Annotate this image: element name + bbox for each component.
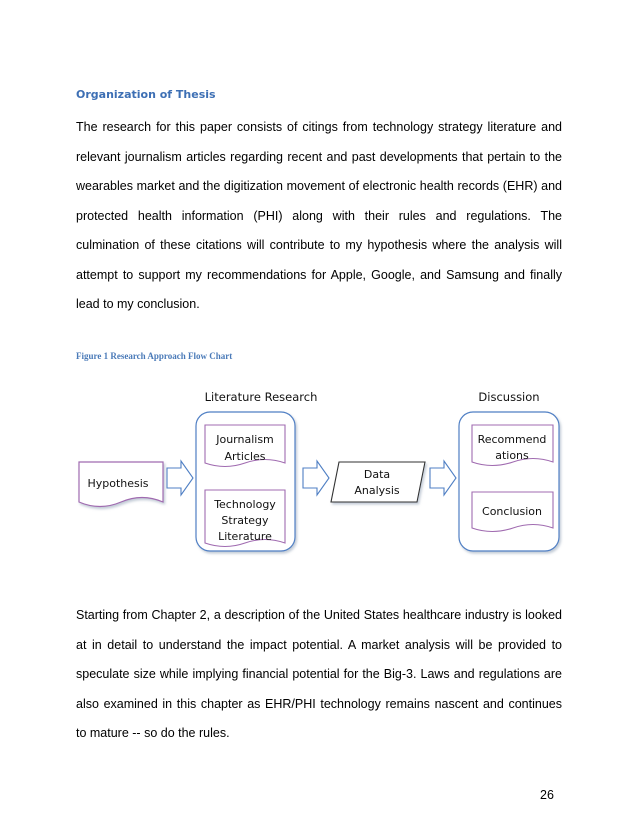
arrow-right-icon [167, 461, 193, 495]
conclusion-node [472, 492, 553, 532]
arrow-right-icon [303, 461, 329, 495]
section-heading: Organization of Thesis [76, 88, 216, 101]
discussion-title: Discussion [478, 390, 540, 404]
journalism-articles-node [205, 425, 285, 467]
data-analysis-label-line2: Analysis [354, 484, 400, 497]
journalism-label-line1: Journalism [216, 433, 274, 446]
technology-label-line2: Strategy [221, 514, 269, 527]
figure-caption: Figure 1 Research Approach Flow Chart [76, 351, 233, 361]
data-analysis-label-line1: Data [363, 468, 391, 481]
literature-research-title: Literature Research [204, 390, 318, 404]
recommendations-label-line1: Recommend [477, 433, 547, 446]
technology-label-line1: Technology [214, 498, 276, 511]
technology-strategy-node [205, 490, 285, 547]
page-number: 26 [540, 788, 554, 802]
arrow-right-icon [430, 461, 456, 495]
paragraph-text: The research for this paper consists of citings from technology strategy literature and relevant journalism articles regarding recent and past developments that pertain to the wearables market and the digitization movement of electronic health records (EHR) and protected health information (PHI) along with their rules and regulations. The culmination of these citations will contribute to my hypothesis where the analysis will attempt to support my recommendations for Apple, Google, and Samsung and finally lead to my conclusion. [76, 120, 562, 311]
hypothesis-node [79, 462, 163, 507]
recommendations-node [472, 425, 553, 466]
literature-research-group [196, 412, 295, 551]
technology-label-line3: Literature [218, 530, 272, 543]
paragraph-text: Starting from Chapter 2, a description of the United States healthcare industry is looked at in detail to understand the impact potential. A market analysis will be provided to speculate size while implying financial potential for the Big-3. Laws and regulations are also examined in this chapter as EHR/PHI technology remains nascent and continues to mature -- so do the rules. [76, 608, 562, 740]
discussion-group [459, 412, 559, 551]
paragraph-chapter-overview [76, 601, 562, 749]
journalism-label-line2: Articles [224, 450, 266, 463]
hypothesis-label: Hypothesis [87, 477, 149, 490]
conclusion-label: Conclusion [482, 505, 542, 518]
recommendations-label-line2: ations [495, 449, 529, 462]
data-analysis-node [331, 462, 425, 502]
